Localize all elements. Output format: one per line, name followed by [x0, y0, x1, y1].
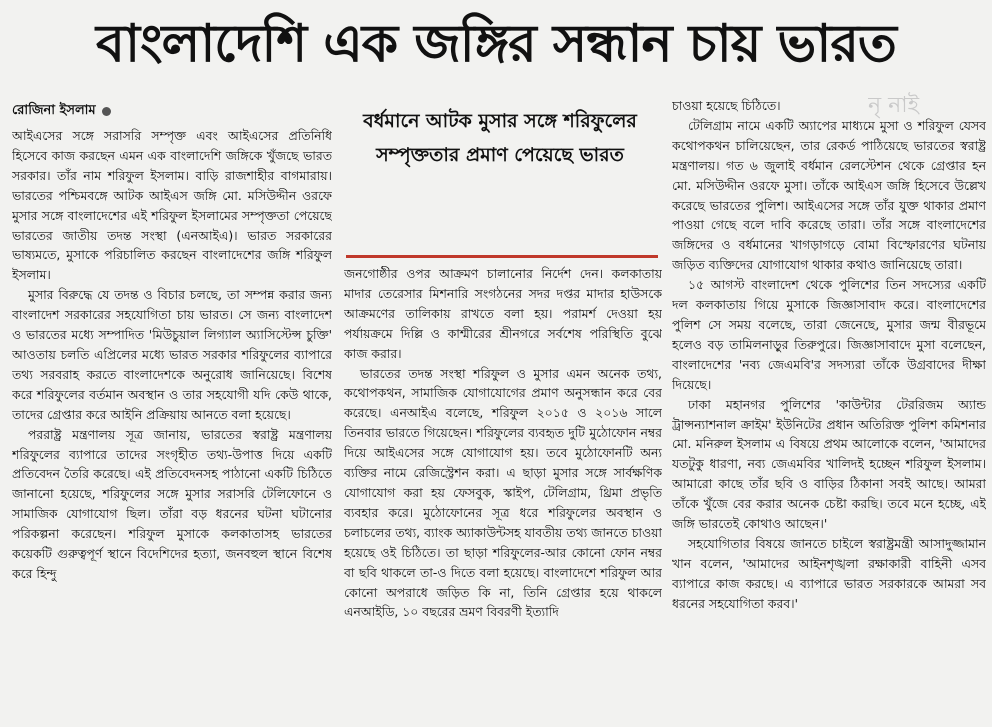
paragraph: ভারতের তদন্ত সংস্থা শরিফুল ও মুসার এমন অনেক তথ্য, কথোপকথন, সামাজিক যোগাযোগের প্রমাণ অনুসন্ধান করে বের করেছে। এনআইএ বলেছে, শরিফুল ২০১৫ ও ২০১৬ সালে তিনবার ভারতে গিয়েছেন। শরিফুলের ব্যবহৃত দুটি মুঠোফোন নম্বর দিয়ে আইএসের সঙ্গে যোগাযোগ হয়। তবে মুঠোফোনটি অন্য ব্যক্তির নামে রেজিস্ট্রেশন করা। এ ছাড়া মুসার সঙ্গে সার্বক্ষণিক যোগাযোগ করা হয় ফেসবুক, স্কাইপ, টেলিগ্রাম, থ্রিমা প্রভৃতি ব্যবহার করে। মুঠোফোনের সূত্র ধরে শরিফুলের অবস্থান ও চলাচলের তথ্য, ব্যাংক অ্যাকাউন্টসহ যাবতীয় তথ্য জানতে চাওয়া হয়েছে ওই চিঠিতে। তা ছাড়া শরিফুলের-আর কোনো ফোন নম্বর বা ছবি থাকলে তা-ও দিতে বলা হয়েছে। বাংলাদেশে শরিফুল আর কোনো অপরাধে জড়িত কি না, তিনি গ্রেপ্তার হয়ে থাকলে এনআইডি, ১০ বছরের ভ্রমণ বিবরণী ইত্যাদি [344, 365, 662, 620]
paragraph: সহযোগিতার বিষয়ে জানতে চাইলে স্বরাষ্ট্রমন্ত্রী আসাদুজ্জামান খান বলেন, 'আমাদের আইনশৃঙ্খলা রক্ষাকারী বাহিনী এসব ব্যাপারে কাজ করছে। এ ব্যাপারে ভারত সরকারকে আমরা সব ধরনের সহযোগিতা করব।' [672, 535, 986, 611]
pull-quote-divider [346, 255, 658, 258]
faded-adjacent-text: নৃ নাই [868, 93, 920, 118]
byline-dot-icon [102, 107, 111, 116]
pull-quote: বর্ধমানে আটক মুসার সঙ্গে শরিফুলের সম্পৃক্ততার প্রমাণ পেয়েছে ভারত [363, 110, 637, 166]
paragraph: ঢাকা মহানগর পুলিশের 'কাউন্টার টেররিজম অ্যান্ড ট্রান্সন্যাশনাল ক্রাইম' ইউনিটের প্রধান অতিরিক্ত পুলিশ কমিশনার মো. মনিরুল ইসলাম এ বিষয়ে প্রথম আলোকে বলেন, 'আমাদের যতটুকু ধারণা, নব্য জেএমবির খালিদই হচ্ছেন শরিফুল ইসলাম। আমারো কাছে তাঁর ছবি ও বাড়ির ঠিকানা সবই আছে। আমরা তাঁকে খুঁজে বের করার অনেক চেষ্টা করছি। তবে মনে হচ্ছে, এই জঙ্গি ভারতেই কোথাও আছেন।' [672, 396, 986, 532]
paragraph: জনগোষ্ঠীর ওপর আক্রমণ চালানোর নির্দেশ দেন। কলকাতায় মাদার তেরেসার মিশনারি সংগঠনের সদর দপ্তর মাদার হাউসকে আক্রমণের তালিকায় রাখতে বলা হয়। পরামর্শ দেওয়া হয় পর্যায়ক্রমে দিল্লি ও কাশ্মীরের শ্রীনগরে সর্বশেষ পরিস্থিতি বুঝে কাজ করার। [344, 266, 662, 361]
article-column-3 [672, 96, 986, 727]
paragraph: ১৫ আগস্ট বাংলাদেশ থেকে পুলিশের তিন সদস্যের একটি দল কলকাতায় গিয়ে মুসাকে জিজ্ঞাসাবাদ করে। বাংলাদেশের পুলিশ সে সময় বলেছে, তারা জেনেছে, মুসার জন্ম বীরভূমে হলেও বড় তামিলনাড়ুর তিরুপুরে। জিজ্ঞাসাবাদে মুসা বলেছেন, বাংলাদেশের 'নব্য জেএমবি'র সদস্যরা তাঁকে উগ্রবাদের দীক্ষা দিয়েছে। [672, 277, 986, 392]
paragraph: আইএসের সঙ্গে সরাসরি সম্পৃক্ত এবং আইএসের প্রতিনিধি হিসেবে কাজ করছেন এমন এক বাংলাদেশি জঙ্গিকে খুঁজছে ভারত সরকার। তাঁর নাম শরিফুল ইসলাম। বাড়ি রাজশাহীর বাগমারায়। ভারতের পশ্চিমবঙ্গে আটক আইএস জঙ্গি মো. মসিউদ্দীন ওরফে মুসার সঙ্গে বাংলাদেশের এই শরিফুল ইসলামের সম্পৃক্ততা পেয়েছে ভারতের জাতীয় তদন্ত সংস্থা (এনআইএ)। ভারত সরকারের ভাষ্যমতে, মুসাকে পরিচালিত করছেন বাংলাদেশের জঙ্গি শরিফুল ইসলাম। [12, 128, 332, 283]
paragraph: চাওয়া হয়েছে চিঠিতে। [672, 98, 781, 113]
headline: বাংলাদেশি এক জঙ্গির সন্ধান চায় ভারত [96, 14, 896, 74]
author-name: রোজিনা ইসলাম [12, 103, 96, 118]
paragraph: মুসার বিরুদ্ধে যে তদন্ত ও বিচার চলছে, তা সম্পন্ন করার জন্য বাংলাদেশ সরকারের সহযোগিতা চায় ভারত। সে জন্য বাংলাদেশ ও ভারতের মধ্যে সম্পাদিত 'মিউচুয়াল লিগ্যাল অ্যাসিস্টেন্স চুক্তি' আওতায় চলতি এপ্রিলের মধ্যে ভারত সরকার শরিফুলের ব্যাপারে তথ্য সরবরাহ করতে বাংলাদেশকে অনুরোধ জানিয়েছে। বিশেষ করে শরিফুলের বর্তমান অবস্থান ও তার সহযোগী যদি কেউ থাকে, তাদের গ্রেপ্তার করে আইনি প্রক্রিয়ায় আনতে বলা হয়েছে। [12, 287, 332, 422]
paragraph: পররাষ্ট্র মন্ত্রণালয় সূত্র জানায়, ভারতের স্বরাষ্ট্র মন্ত্রণালয় শরিফুলের ব্যাপারে তাদের সংগৃহীত তথ্য-উপাত্ত দিয়ে একটি প্রতিবেদন তৈরি করেছে। এই প্রতিবেদনসহ পাঠানো একটি চিঠিতে জানানো হয়েছে, শরিফুলের সঙ্গে মুসার সরাসরি টেলিফোনে ও সামাজিক যোগাযোগ ছিল। তাঁরা বড় ধরনের ঘটনা ঘটানোর পরিকল্পনা করেছেন। শরিফুল মুসাকে কলকাতাসহ ভারতের কয়েকটি গুরুত্বপূর্ণ স্থানে বিদেশিদের হত্যা, জনবহুল স্থানে বিশেষ করে হিন্দু [12, 426, 332, 581]
byline [12, 100, 332, 122]
paragraph: টেলিগ্রাম নামে একটি অ্যাপের মাধ্যমে মুসা ও শরিফুল যেসব কথোপকথন চালিয়েছেন, তার রেকর্ড পাঠিয়েছে ভারতের স্বরাষ্ট্র মন্ত্রণালয়। গত ৬ জুলাই বর্ধমান রেলস্টেশন থেকে গ্রেপ্তার হন মো. মসিউদ্দীন ওরফে মুসা। তাঁকে আইএস জঙ্গি হিসেবে উল্লেখ করেছে ভারতের পুলিশ। আইএসের সঙ্গে তাঁর যুক্ত থাকার প্রমাণ পাওয়া গেছে বলে দাবি করেছে তারা। তাঁর সঙ্গে বাংলাদেশের জঙ্গিদের ও বর্ধমানের খাগড়াগড়ে বোমা বিস্ফোরণের ঘটনায় জড়িত ব্যক্তিদের যোগাযোগ থাকার কথাও জানিয়েছে তারা। [672, 117, 986, 273]
article-column-2 [344, 264, 662, 727]
article-column-1 [12, 126, 332, 727]
